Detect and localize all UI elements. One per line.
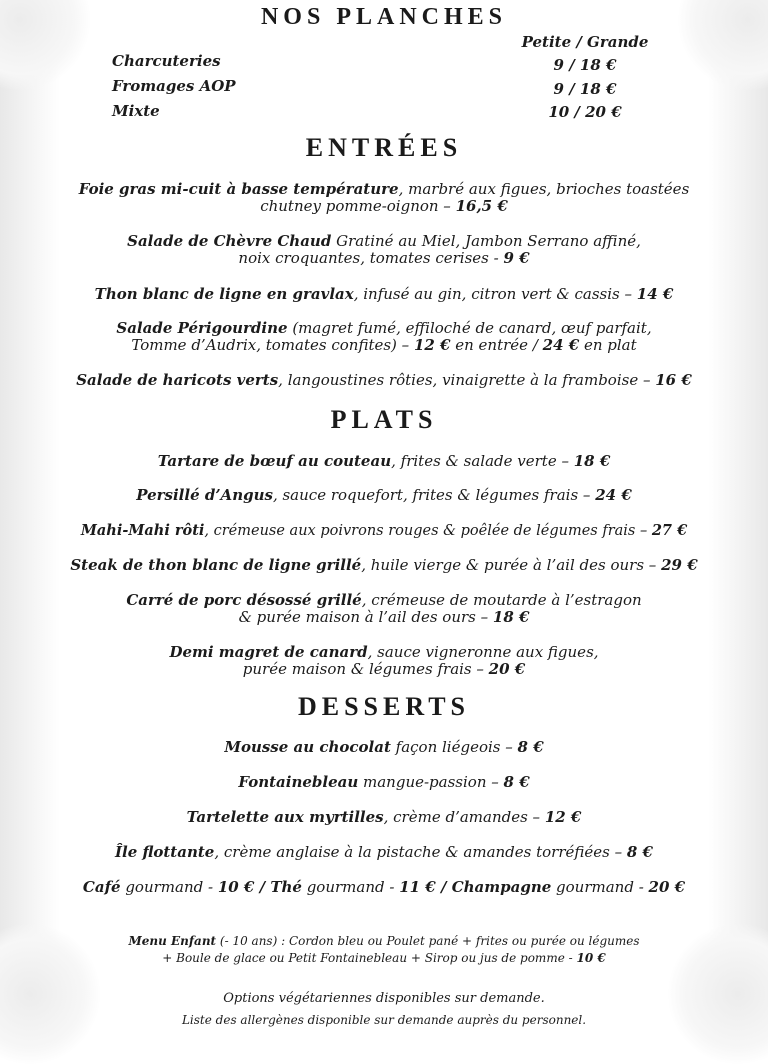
item-description: Tomme d’Audrix, tomates confites) – bbox=[131, 336, 414, 354]
item-name: Île flottante bbox=[114, 843, 215, 861]
item-name: Tartelette aux myrtilles bbox=[186, 808, 384, 826]
item-price: 8 € bbox=[503, 773, 530, 791]
item-price: 20 € bbox=[648, 878, 686, 896]
gourmand-line bbox=[40, 879, 728, 896]
item-price: 12 € bbox=[413, 336, 451, 354]
item-description: en entrée / bbox=[450, 336, 543, 354]
item-price: 8 € bbox=[517, 738, 544, 756]
planche-price: 9 / 18 € bbox=[553, 56, 617, 74]
item-price: 9 € bbox=[503, 249, 530, 267]
item-price: 16,5 € bbox=[455, 197, 508, 215]
item-description: & purée maison à l’ail des ours – bbox=[238, 608, 493, 626]
item-name: Demi magret de canard bbox=[169, 643, 368, 661]
plats-title: PLATS bbox=[330, 405, 438, 434]
item-description: , frites & salade verte – bbox=[391, 452, 574, 470]
entrees-title: ENTRÉES bbox=[305, 133, 463, 162]
item-description: Gratiné au Miel, Jambon Serrano affiné, bbox=[331, 232, 641, 250]
separator: / bbox=[254, 878, 271, 896]
item-description: chutney pomme-oignon – bbox=[260, 197, 456, 215]
item-name: Mousse au chocolat bbox=[224, 738, 391, 756]
item-name: Champagne bbox=[451, 878, 552, 896]
item-description: , crémeuse aux poivrons rouges & poêlée de légumes frais – bbox=[204, 523, 652, 539]
kids-menu-description: (- 10 ans) : Cordon bleu ou Poulet pané + frites ou purée ou légumes bbox=[216, 934, 640, 948]
item-price: 24 € bbox=[595, 486, 632, 504]
item-description: , sauce roquefort, frites & légumes frais – bbox=[272, 486, 596, 504]
kids-menu-description: + Boule de glace ou Petit Fontainebleau + Sirop ou jus de pomme - bbox=[162, 951, 577, 965]
item-name: Salade de haricots verts bbox=[76, 371, 279, 389]
item-name: Carré de porc désossé grillé bbox=[126, 591, 362, 609]
item-description: façon liégeois – bbox=[390, 738, 518, 756]
item-description: , sauce vigneronne aux figues, bbox=[367, 643, 599, 661]
item-description: , infusé au gin, citron vert & cassis – bbox=[353, 285, 637, 303]
item-description: , crémeuse de moutarde à l’estragon bbox=[361, 591, 642, 609]
planche-price: 9 / 18 € bbox=[553, 80, 617, 98]
menu-item bbox=[40, 809, 728, 826]
item-price: 20 € bbox=[488, 660, 526, 678]
planches-title: NOS PLANCHES bbox=[260, 4, 508, 30]
item-description: gourmand - bbox=[120, 878, 218, 896]
kids-menu-label: Menu Enfant bbox=[128, 934, 217, 948]
item-price: 12 € bbox=[544, 808, 582, 826]
menu-item bbox=[40, 453, 728, 470]
item-description: , marbré aux figues, brioches toastées bbox=[398, 180, 690, 198]
menu-item bbox=[40, 233, 728, 267]
item-name: Salade de Chèvre Chaud bbox=[127, 232, 332, 250]
item-description: , huile vierge & purée à l’ail des ours – bbox=[361, 556, 662, 574]
item-name: Café bbox=[82, 878, 121, 896]
item-price: 16 € bbox=[655, 371, 692, 389]
item-name: Salade Périgourdine bbox=[116, 319, 288, 337]
menu-item bbox=[40, 372, 728, 389]
item-description: noix croquantes, tomates cerises - bbox=[238, 249, 504, 267]
menu-item bbox=[40, 739, 728, 756]
item-description: , crème anglaise à la pistache & amandes torréfiées – bbox=[214, 843, 627, 861]
item-price: 29 € bbox=[661, 556, 698, 574]
item-name: Fontainebleau bbox=[238, 773, 359, 791]
item-price: 11 € bbox=[399, 878, 436, 896]
menu-item bbox=[40, 181, 728, 215]
item-price: 24 € bbox=[542, 336, 580, 354]
planche-name: Charcuteries bbox=[112, 52, 221, 70]
item-description: gourmand - bbox=[301, 878, 400, 896]
item-name: Persillé d’Angus bbox=[136, 486, 273, 504]
item-description: gourmand - bbox=[551, 878, 649, 896]
desserts-title: DESSERTS bbox=[297, 692, 471, 721]
menu-item bbox=[40, 487, 728, 504]
planches-size-header: Petite / Grande bbox=[521, 33, 649, 51]
item-price: 8 € bbox=[626, 843, 653, 861]
item-name: Tartare de bœuf au couteau bbox=[157, 452, 392, 470]
menu-item bbox=[40, 320, 728, 354]
planche-name: Mixte bbox=[112, 102, 160, 120]
menu-item bbox=[40, 774, 728, 791]
menu-item bbox=[40, 644, 728, 678]
item-price: 10 € bbox=[217, 878, 255, 896]
vegetarian-note: Options végétariennes disponibles sur demande. bbox=[223, 991, 545, 1006]
planche-name: Fromages AOP bbox=[112, 77, 236, 95]
item-name: Mahi-Mahi rôti bbox=[80, 522, 205, 539]
item-description: purée maison & légumes frais – bbox=[242, 660, 489, 678]
item-description: (magret fumé, effiloché de canard, œuf parfait, bbox=[287, 319, 652, 337]
separator: / bbox=[435, 878, 452, 896]
menu-item bbox=[40, 557, 728, 574]
item-price: 18 € bbox=[492, 608, 530, 626]
item-name: Foie gras mi-cuit à basse température bbox=[78, 180, 399, 198]
menu-item bbox=[40, 844, 728, 861]
item-price: 27 € bbox=[651, 522, 688, 539]
item-description: en plat bbox=[579, 336, 637, 354]
item-description: mangue-passion – bbox=[358, 773, 504, 791]
item-name: Thon blanc de ligne en gravlax bbox=[94, 285, 354, 303]
menu-item bbox=[24, 522, 744, 540]
item-description: , crème d’amandes – bbox=[383, 808, 545, 826]
item-name: Steak de thon blanc de ligne grillé bbox=[70, 556, 362, 574]
item-name: Thé bbox=[270, 878, 302, 896]
item-price: 18 € bbox=[573, 452, 611, 470]
allergen-note: Liste des allergènes disponible sur demande auprès du personnel. bbox=[181, 1013, 587, 1027]
menu-item bbox=[40, 592, 728, 626]
kids-menu bbox=[20, 933, 748, 967]
item-price: 14 € bbox=[636, 285, 674, 303]
item-description: , langoustines rôties, vinaigrette à la framboise – bbox=[278, 371, 656, 389]
planche-price: 10 / 20 € bbox=[548, 103, 622, 121]
menu-item bbox=[40, 286, 728, 303]
kids-menu-price: 10 € bbox=[576, 951, 606, 965]
